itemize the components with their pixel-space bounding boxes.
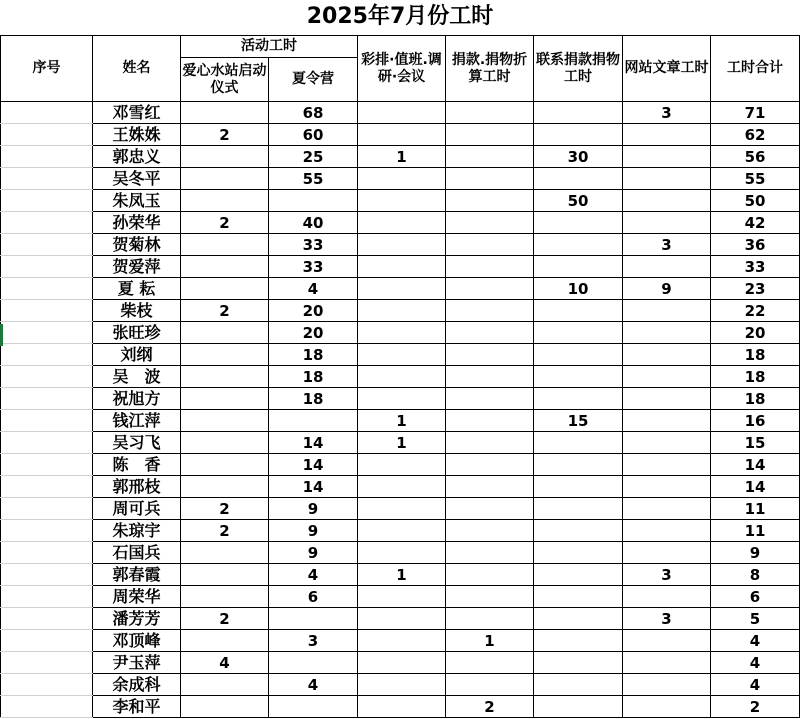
seq-cell[interactable] xyxy=(1,234,93,256)
name-cell[interactable]: 郭邢枝 xyxy=(93,476,181,498)
name-cell[interactable]: 吴冬平 xyxy=(93,168,181,190)
header-activity-group[interactable]: 活动工时 xyxy=(181,36,358,58)
contact-cell[interactable] xyxy=(534,388,623,410)
table-row xyxy=(1,124,800,146)
website-cell[interactable] xyxy=(623,432,711,454)
water-station-cell[interactable] xyxy=(181,586,269,608)
summer-camp-cell[interactable]: 14 xyxy=(269,432,358,454)
name-cell[interactable]: 周荣华 xyxy=(93,586,181,608)
seq-cell[interactable] xyxy=(1,674,93,696)
table-row xyxy=(1,168,800,190)
total-cell[interactable]: 4 xyxy=(711,674,800,696)
summer-camp-cell[interactable] xyxy=(269,190,358,212)
name-cell[interactable]: 陈 香 xyxy=(93,454,181,476)
table-row xyxy=(1,102,800,124)
name-cell[interactable]: 朱凤玉 xyxy=(93,190,181,212)
donation-cell[interactable] xyxy=(446,124,534,146)
donation-cell[interactable] xyxy=(446,542,534,564)
selection-marker xyxy=(0,324,3,346)
total-cell[interactable]: 56 xyxy=(711,146,800,168)
website-cell[interactable] xyxy=(623,124,711,146)
total-cell[interactable]: 4 xyxy=(711,652,800,674)
donation-cell[interactable] xyxy=(446,168,534,190)
table-header xyxy=(1,36,800,102)
rehearsal-cell[interactable] xyxy=(358,388,446,410)
donation-cell[interactable] xyxy=(446,432,534,454)
header-water-station[interactable]: 爱心水站启动仪式 xyxy=(181,58,269,102)
seq-cell[interactable] xyxy=(1,344,93,366)
total-cell[interactable]: 20 xyxy=(711,322,800,344)
header-rehearsal[interactable]: 彩排·值班.调研·会议 xyxy=(358,36,446,102)
website-cell[interactable] xyxy=(623,454,711,476)
rehearsal-cell[interactable] xyxy=(358,344,446,366)
seq-cell[interactable] xyxy=(1,454,93,476)
header-summer-camp[interactable]: 夏令营 xyxy=(269,58,358,102)
contact-cell[interactable] xyxy=(534,498,623,520)
water-station-cell[interactable]: 2 xyxy=(181,520,269,542)
website-cell[interactable]: 3 xyxy=(623,564,711,586)
website-cell[interactable] xyxy=(623,476,711,498)
seq-cell[interactable] xyxy=(1,190,93,212)
name-cell[interactable]: 钱江萍 xyxy=(93,410,181,432)
water-station-cell[interactable] xyxy=(181,366,269,388)
summer-camp-cell[interactable] xyxy=(269,696,358,718)
name-cell[interactable]: 石国兵 xyxy=(93,542,181,564)
name-cell[interactable]: 潘芳芳 xyxy=(93,608,181,630)
seq-cell[interactable] xyxy=(1,322,93,344)
website-cell[interactable]: 3 xyxy=(623,608,711,630)
website-cell[interactable] xyxy=(623,256,711,278)
contact-cell[interactable] xyxy=(534,124,623,146)
summer-camp-cell[interactable]: 14 xyxy=(269,476,358,498)
seq-cell[interactable] xyxy=(1,696,93,718)
name-cell[interactable]: 王姝姝 xyxy=(93,124,181,146)
donation-cell[interactable] xyxy=(446,300,534,322)
donation-cell[interactable]: 1 xyxy=(446,630,534,652)
rehearsal-cell[interactable] xyxy=(358,234,446,256)
seq-cell[interactable] xyxy=(1,542,93,564)
website-cell[interactable] xyxy=(623,300,711,322)
seq-cell[interactable] xyxy=(1,168,93,190)
table-row xyxy=(1,388,800,410)
contact-cell[interactable] xyxy=(534,300,623,322)
header-name[interactable]: 姓名 xyxy=(93,36,181,102)
table-body xyxy=(1,102,800,718)
donation-cell[interactable] xyxy=(446,388,534,410)
table-row xyxy=(1,410,800,432)
name-cell[interactable]: 朱琼宇 xyxy=(93,520,181,542)
website-cell[interactable] xyxy=(623,146,711,168)
total-cell[interactable]: 71 xyxy=(711,102,800,124)
summer-camp-cell[interactable]: 55 xyxy=(269,168,358,190)
total-cell[interactable]: 11 xyxy=(711,498,800,520)
summer-camp-cell[interactable]: 18 xyxy=(269,344,358,366)
donation-cell[interactable] xyxy=(446,344,534,366)
water-station-cell[interactable]: 2 xyxy=(181,608,269,630)
total-cell[interactable]: 11 xyxy=(711,520,800,542)
total-cell[interactable]: 16 xyxy=(711,410,800,432)
rehearsal-cell[interactable] xyxy=(358,696,446,718)
total-cell[interactable]: 55 xyxy=(711,168,800,190)
seq-cell[interactable] xyxy=(1,256,93,278)
summer-camp-cell[interactable]: 14 xyxy=(269,454,358,476)
table-row xyxy=(1,520,800,542)
contact-cell[interactable] xyxy=(534,520,623,542)
website-cell[interactable] xyxy=(623,190,711,212)
rehearsal-cell[interactable] xyxy=(358,586,446,608)
rehearsal-cell[interactable] xyxy=(358,652,446,674)
total-cell[interactable]: 50 xyxy=(711,190,800,212)
name-cell[interactable]: 郭春霞 xyxy=(93,564,181,586)
summer-camp-cell[interactable]: 25 xyxy=(269,146,358,168)
contact-cell[interactable] xyxy=(534,212,623,234)
seq-cell[interactable] xyxy=(1,652,93,674)
contact-cell[interactable]: 30 xyxy=(534,146,623,168)
rehearsal-cell[interactable] xyxy=(358,498,446,520)
donation-cell[interactable] xyxy=(446,520,534,542)
water-station-cell[interactable]: 2 xyxy=(181,300,269,322)
donation-cell[interactable] xyxy=(446,454,534,476)
water-station-cell[interactable]: 2 xyxy=(181,498,269,520)
name-cell[interactable]: 孙荣华 xyxy=(93,212,181,234)
table-row xyxy=(1,344,800,366)
contact-cell[interactable] xyxy=(534,366,623,388)
rehearsal-cell[interactable] xyxy=(358,322,446,344)
name-cell[interactable]: 吴 波 xyxy=(93,366,181,388)
rehearsal-cell[interactable] xyxy=(358,674,446,696)
contact-cell[interactable]: 50 xyxy=(534,190,623,212)
total-cell[interactable]: 42 xyxy=(711,212,800,234)
water-station-cell[interactable] xyxy=(181,102,269,124)
sheet-title: 2025年7月份工时 xyxy=(0,0,800,36)
summer-camp-cell[interactable]: 18 xyxy=(269,366,358,388)
seq-cell[interactable] xyxy=(1,146,93,168)
rehearsal-cell[interactable] xyxy=(358,454,446,476)
website-cell[interactable]: 9 xyxy=(623,278,711,300)
website-cell[interactable] xyxy=(623,322,711,344)
total-cell[interactable]: 15 xyxy=(711,432,800,454)
summer-camp-cell[interactable]: 4 xyxy=(269,278,358,300)
rehearsal-cell[interactable] xyxy=(358,190,446,212)
name-cell[interactable]: 郭忠义 xyxy=(93,146,181,168)
table-row xyxy=(1,652,800,674)
name-cell[interactable]: 柴枝 xyxy=(93,300,181,322)
water-station-cell[interactable] xyxy=(181,256,269,278)
donation-cell[interactable] xyxy=(446,234,534,256)
contact-cell[interactable] xyxy=(534,674,623,696)
rehearsal-cell[interactable] xyxy=(358,124,446,146)
contact-cell[interactable] xyxy=(534,696,623,718)
table-row xyxy=(1,256,800,278)
header-seq[interactable]: 序号 xyxy=(1,36,93,102)
website-cell[interactable]: 3 xyxy=(623,102,711,124)
water-station-cell[interactable]: 2 xyxy=(181,124,269,146)
contact-cell[interactable] xyxy=(534,630,623,652)
table-row xyxy=(1,696,800,718)
donation-cell[interactable] xyxy=(446,476,534,498)
seq-cell[interactable] xyxy=(1,366,93,388)
seq-cell[interactable] xyxy=(1,278,93,300)
water-station-cell[interactable] xyxy=(181,542,269,564)
water-station-cell[interactable] xyxy=(181,410,269,432)
total-cell[interactable]: 22 xyxy=(711,300,800,322)
summer-camp-cell[interactable] xyxy=(269,652,358,674)
contact-cell[interactable] xyxy=(534,344,623,366)
rehearsal-cell[interactable]: 1 xyxy=(358,432,446,454)
rehearsal-cell[interactable] xyxy=(358,102,446,124)
rehearsal-cell[interactable] xyxy=(358,256,446,278)
water-station-cell[interactable] xyxy=(181,190,269,212)
name-cell[interactable]: 刘纲 xyxy=(93,344,181,366)
summer-camp-cell[interactable]: 40 xyxy=(269,212,358,234)
website-cell[interactable] xyxy=(623,652,711,674)
seq-cell[interactable] xyxy=(1,608,93,630)
table-row xyxy=(1,608,800,630)
rehearsal-cell[interactable] xyxy=(358,300,446,322)
total-cell[interactable]: 62 xyxy=(711,124,800,146)
donation-cell[interactable] xyxy=(446,278,534,300)
summer-camp-cell[interactable]: 20 xyxy=(269,322,358,344)
water-station-cell[interactable] xyxy=(181,278,269,300)
table-row xyxy=(1,366,800,388)
summer-camp-cell[interactable]: 4 xyxy=(269,674,358,696)
water-station-cell[interactable] xyxy=(181,454,269,476)
contact-cell[interactable] xyxy=(534,432,623,454)
name-cell[interactable]: 祝旭方 xyxy=(93,388,181,410)
rehearsal-cell[interactable] xyxy=(358,520,446,542)
table-row xyxy=(1,542,800,564)
rehearsal-cell[interactable] xyxy=(358,630,446,652)
summer-camp-cell[interactable]: 18 xyxy=(269,388,358,410)
contact-cell[interactable] xyxy=(534,454,623,476)
seq-cell[interactable] xyxy=(1,124,93,146)
summer-camp-cell[interactable]: 33 xyxy=(269,256,358,278)
name-cell[interactable]: 邓雪红 xyxy=(93,102,181,124)
seq-cell[interactable] xyxy=(1,564,93,586)
water-station-cell[interactable] xyxy=(181,696,269,718)
table-row xyxy=(1,476,800,498)
name-cell[interactable]: 李和平 xyxy=(93,696,181,718)
seq-cell[interactable] xyxy=(1,410,93,432)
website-cell[interactable] xyxy=(623,586,711,608)
water-station-cell[interactable]: 4 xyxy=(181,652,269,674)
seq-cell[interactable] xyxy=(1,520,93,542)
water-station-cell[interactable] xyxy=(181,630,269,652)
name-cell[interactable]: 贺爱萍 xyxy=(93,256,181,278)
table-row xyxy=(1,432,800,454)
seq-cell[interactable] xyxy=(1,212,93,234)
total-cell[interactable]: 36 xyxy=(711,234,800,256)
donation-cell[interactable] xyxy=(446,608,534,630)
contact-cell[interactable] xyxy=(534,542,623,564)
table-row xyxy=(1,322,800,344)
total-cell[interactable]: 14 xyxy=(711,476,800,498)
table-row xyxy=(1,146,800,168)
table-row xyxy=(1,212,800,234)
rehearsal-cell[interactable] xyxy=(358,212,446,234)
summer-camp-cell[interactable]: 60 xyxy=(269,124,358,146)
donation-cell[interactable] xyxy=(446,498,534,520)
donation-cell[interactable] xyxy=(446,256,534,278)
rehearsal-cell[interactable] xyxy=(358,476,446,498)
contact-cell[interactable] xyxy=(534,234,623,256)
water-station-cell[interactable] xyxy=(181,168,269,190)
contact-cell[interactable] xyxy=(534,586,623,608)
water-station-cell[interactable] xyxy=(181,476,269,498)
contact-cell[interactable] xyxy=(534,652,623,674)
donation-cell[interactable] xyxy=(446,322,534,344)
website-cell[interactable] xyxy=(623,696,711,718)
contact-cell[interactable]: 15 xyxy=(534,410,623,432)
table-row xyxy=(1,674,800,696)
water-station-cell[interactable] xyxy=(181,432,269,454)
contact-cell[interactable] xyxy=(534,168,623,190)
name-cell[interactable]: 张旺珍 xyxy=(93,322,181,344)
seq-cell[interactable] xyxy=(1,300,93,322)
contact-cell[interactable] xyxy=(534,476,623,498)
website-cell[interactable] xyxy=(623,212,711,234)
summer-camp-cell[interactable]: 9 xyxy=(269,520,358,542)
contact-cell[interactable] xyxy=(534,608,623,630)
summer-camp-cell[interactable]: 6 xyxy=(269,586,358,608)
donation-cell[interactable] xyxy=(446,212,534,234)
total-cell[interactable]: 18 xyxy=(711,366,800,388)
name-cell[interactable]: 吴习飞 xyxy=(93,432,181,454)
donation-cell[interactable] xyxy=(446,102,534,124)
website-cell[interactable] xyxy=(623,410,711,432)
seq-cell[interactable] xyxy=(1,498,93,520)
water-station-cell[interactable] xyxy=(181,234,269,256)
table-row xyxy=(1,278,800,300)
total-cell[interactable]: 5 xyxy=(711,608,800,630)
website-cell[interactable] xyxy=(623,366,711,388)
water-station-cell[interactable] xyxy=(181,388,269,410)
table-row xyxy=(1,564,800,586)
rehearsal-cell[interactable]: 1 xyxy=(358,564,446,586)
summer-camp-cell[interactable]: 9 xyxy=(269,498,358,520)
water-station-cell[interactable]: 2 xyxy=(181,212,269,234)
table-row xyxy=(1,234,800,256)
table-row xyxy=(1,190,800,212)
summer-camp-cell[interactable]: 4 xyxy=(269,564,358,586)
rehearsal-cell[interactable] xyxy=(358,168,446,190)
summer-camp-cell[interactable]: 33 xyxy=(269,234,358,256)
donation-cell[interactable] xyxy=(446,146,534,168)
rehearsal-cell[interactable] xyxy=(358,278,446,300)
summer-camp-cell[interactable]: 3 xyxy=(269,630,358,652)
name-cell[interactable]: 夏 耘 xyxy=(93,278,181,300)
website-cell[interactable] xyxy=(623,630,711,652)
seq-cell[interactable] xyxy=(1,476,93,498)
seq-cell[interactable] xyxy=(1,586,93,608)
website-cell[interactable] xyxy=(623,542,711,564)
seq-cell[interactable] xyxy=(1,102,93,124)
website-cell[interactable] xyxy=(623,388,711,410)
total-cell[interactable]: 8 xyxy=(711,564,800,586)
donation-cell[interactable] xyxy=(446,652,534,674)
seq-cell[interactable] xyxy=(1,388,93,410)
summer-camp-cell[interactable]: 20 xyxy=(269,300,358,322)
total-cell[interactable]: 23 xyxy=(711,278,800,300)
donation-cell[interactable] xyxy=(446,190,534,212)
rehearsal-cell[interactable]: 1 xyxy=(358,146,446,168)
rehearsal-cell[interactable] xyxy=(358,542,446,564)
website-cell[interactable] xyxy=(623,168,711,190)
total-cell[interactable]: 18 xyxy=(711,344,800,366)
website-cell[interactable] xyxy=(623,344,711,366)
donation-cell[interactable] xyxy=(446,366,534,388)
total-cell[interactable]: 6 xyxy=(711,586,800,608)
website-cell[interactable] xyxy=(623,674,711,696)
donation-cell[interactable] xyxy=(446,586,534,608)
header-contact[interactable]: 联系捐款捐物工时 xyxy=(534,36,623,102)
contact-cell[interactable] xyxy=(534,102,623,124)
table-row xyxy=(1,498,800,520)
name-cell[interactable]: 尹玉萍 xyxy=(93,652,181,674)
header-website[interactable]: 网站文章工时 xyxy=(623,36,711,102)
seq-cell[interactable] xyxy=(1,630,93,652)
contact-cell[interactable] xyxy=(534,322,623,344)
summer-camp-cell[interactable]: 9 xyxy=(269,542,358,564)
total-cell[interactable]: 14 xyxy=(711,454,800,476)
name-cell[interactable]: 周可兵 xyxy=(93,498,181,520)
rehearsal-cell[interactable]: 1 xyxy=(358,410,446,432)
seq-cell[interactable] xyxy=(1,432,93,454)
donation-cell[interactable]: 2 xyxy=(446,696,534,718)
total-cell[interactable]: 18 xyxy=(711,388,800,410)
name-cell[interactable]: 邓顶峰 xyxy=(93,630,181,652)
table-row xyxy=(1,300,800,322)
water-station-cell[interactable] xyxy=(181,322,269,344)
website-cell[interactable] xyxy=(623,520,711,542)
total-cell[interactable]: 33 xyxy=(711,256,800,278)
total-cell[interactable]: 9 xyxy=(711,542,800,564)
summer-camp-cell[interactable] xyxy=(269,608,358,630)
water-station-cell[interactable] xyxy=(181,564,269,586)
water-station-cell[interactable] xyxy=(181,344,269,366)
water-station-cell[interactable] xyxy=(181,146,269,168)
table-row xyxy=(1,586,800,608)
table-row xyxy=(1,630,800,652)
contact-cell[interactable] xyxy=(534,564,623,586)
contact-cell[interactable]: 10 xyxy=(534,278,623,300)
name-cell[interactable]: 余成科 xyxy=(93,674,181,696)
name-cell[interactable]: 贺菊林 xyxy=(93,234,181,256)
rehearsal-cell[interactable] xyxy=(358,608,446,630)
donation-cell[interactable] xyxy=(446,674,534,696)
header-total[interactable]: 工时合计 xyxy=(711,36,800,102)
summer-camp-cell[interactable] xyxy=(269,410,358,432)
donation-cell[interactable] xyxy=(446,564,534,586)
work-hours-table xyxy=(0,35,800,718)
donation-cell[interactable] xyxy=(446,410,534,432)
website-cell[interactable]: 3 xyxy=(623,234,711,256)
total-cell[interactable]: 4 xyxy=(711,630,800,652)
table-row xyxy=(1,454,800,476)
contact-cell[interactable] xyxy=(534,256,623,278)
header-donation[interactable]: 捐款.捐物折算工时 xyxy=(446,36,534,102)
summer-camp-cell[interactable]: 68 xyxy=(269,102,358,124)
water-station-cell[interactable] xyxy=(181,674,269,696)
total-cell[interactable]: 2 xyxy=(711,696,800,718)
rehearsal-cell[interactable] xyxy=(358,366,446,388)
website-cell[interactable] xyxy=(623,498,711,520)
